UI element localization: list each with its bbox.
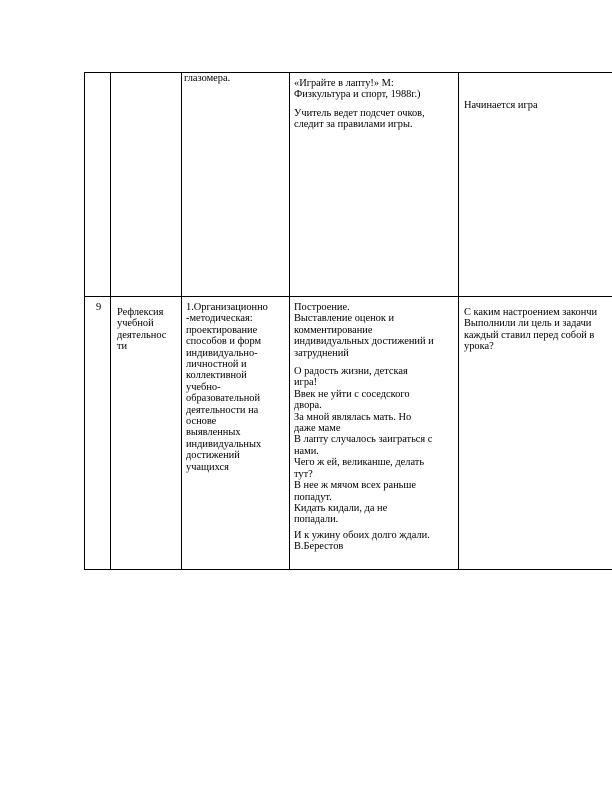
column-divider-4 <box>458 72 459 570</box>
text-line: индивидуальных <box>186 438 262 450</box>
column-divider-1 <box>110 72 111 570</box>
text-line: учебно- <box>186 381 221 393</box>
poem-line: нами. <box>294 445 319 457</box>
poem-line: Ввек не уйти с соседского <box>294 388 410 400</box>
text-line: Начинается игра <box>464 100 538 111</box>
poem-author: В.Берестов <box>294 541 344 553</box>
text-line: С каким настроением закончи <box>464 307 598 318</box>
text-line: «Играйте в лапту!» М: <box>294 78 394 89</box>
text-line: затруднений <box>294 347 349 359</box>
text-line: индивидуально- <box>186 347 258 359</box>
table-left-border <box>84 72 85 570</box>
text-line: следит за правилами игры. <box>294 119 413 131</box>
row-number: 9 <box>96 302 102 313</box>
poem-line: Кидать кидали, да не <box>294 502 388 514</box>
poem-line: За мной являлась мать. Но <box>294 411 412 423</box>
poem-line: В нее ж мячом всех раньше <box>294 480 417 492</box>
text-line: комментирование <box>294 324 373 336</box>
poem-line: И к ужину обоих долго ждали. <box>294 529 430 541</box>
row2-number <box>96 302 101 313</box>
poem-line: тут? <box>294 468 313 480</box>
text-line: коллективной <box>186 370 247 382</box>
poem-line: попадут. <box>294 491 332 503</box>
column-divider-2 <box>181 72 182 570</box>
justified-line <box>294 313 454 324</box>
text-line: 1.Организационно <box>186 302 268 313</box>
text-line: проектирование <box>186 324 258 336</box>
text-line: выявленных <box>186 427 241 439</box>
column-divider-3 <box>289 72 290 570</box>
text-line: Выполнили ли цель и задачи <box>464 318 592 330</box>
poem-line: Чего ж ей, великанше, делать <box>294 457 425 469</box>
text-line: Построение. <box>294 302 350 313</box>
text-line: образовательной <box>186 393 261 405</box>
row2-teacher-activity <box>294 302 454 553</box>
text-line: деятельнос <box>117 329 167 341</box>
text-line: ти <box>117 341 128 353</box>
table-bottom-border <box>84 569 612 570</box>
text-line: Рефлексия <box>117 307 164 318</box>
text-line: учащихся <box>186 461 229 473</box>
poem-line: О радость жизни, детская <box>294 366 408 378</box>
word: оценок <box>354 313 386 325</box>
row1-teacher-activity <box>294 78 425 131</box>
text-line: способов и форм <box>186 336 262 348</box>
poem-line: двора. <box>294 400 322 412</box>
word: Выставление <box>294 313 353 325</box>
row2-stage-goal <box>186 302 268 473</box>
poem-line: В лапту случалось заиграться с <box>294 434 433 446</box>
row1-stage-content <box>184 73 230 84</box>
text-line: урока? <box>464 341 494 353</box>
text-line: Физкультура и спорт, 1988г.) <box>294 89 421 101</box>
text-line: глазомера. <box>184 73 231 84</box>
word: и <box>388 313 395 325</box>
text-line: деятельности на <box>186 404 259 416</box>
poem-line: даже маме <box>294 423 341 435</box>
row-divider <box>84 296 612 297</box>
text-line: Учитель ведет подсчет очков, <box>294 107 425 119</box>
text-line: основе <box>186 416 217 428</box>
text-line: каждый ставил перед собой в <box>464 329 595 341</box>
text-line: -методическая: <box>186 313 253 325</box>
text-line: достижений <box>186 450 240 462</box>
poem-line: игра! <box>294 377 318 389</box>
table-top-border <box>84 72 612 73</box>
text-line: личностной и <box>186 359 247 371</box>
text-line: индивидуальных достижений и <box>294 336 434 348</box>
row2-stage-name <box>117 307 166 353</box>
row2-student-activity <box>464 307 597 353</box>
text-line: учебной <box>117 318 154 330</box>
row1-student-activity <box>464 100 538 111</box>
poem-line: попадали. <box>294 514 339 526</box>
